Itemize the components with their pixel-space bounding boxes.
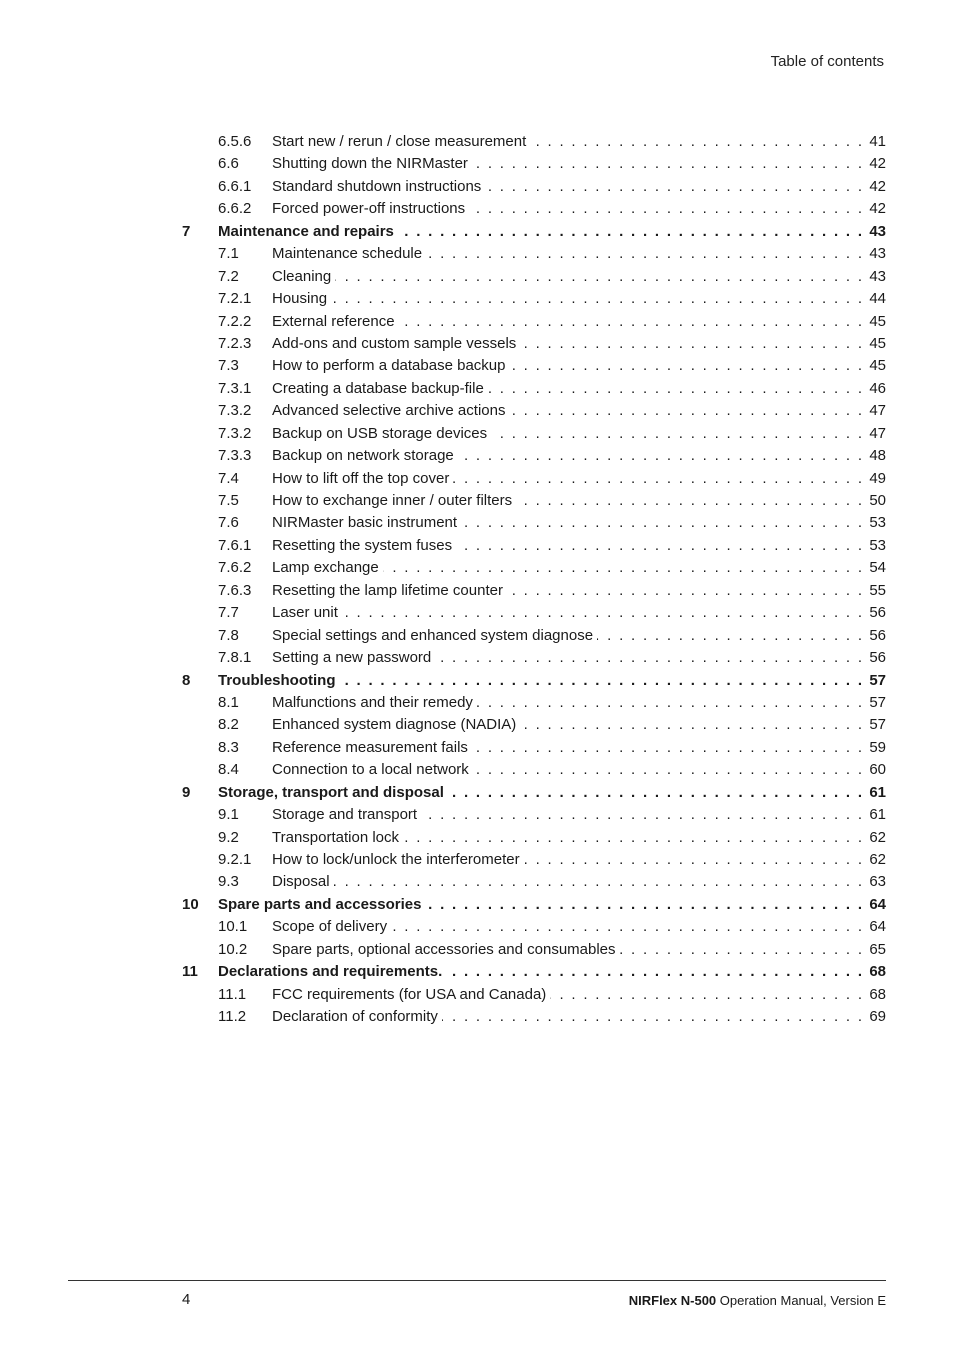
toc-dot-leader (399, 311, 862, 333)
toc-entry-number: 7.6.1 (218, 536, 252, 554)
toc-entry-title: Backup on network storage (272, 447, 454, 465)
toc-dot-leader (442, 1006, 862, 1028)
toc-entry-body (272, 512, 886, 534)
toc-entry-title: Spare parts, optional accessories and consumables (272, 940, 616, 958)
toc-section-entry[interactable] (182, 378, 886, 400)
toc-entry-title: Forced power-off instructions (272, 200, 466, 218)
toc-dot-leader (550, 984, 862, 1006)
toc-entry-page: 61 (869, 806, 886, 824)
toc-entry-number: 8.3 (218, 738, 239, 756)
running-header-title: Table of contents (770, 53, 884, 70)
toc-section-entry[interactable] (182, 557, 886, 579)
toc-entry-number: 7.3.2 (218, 402, 252, 420)
toc-entry-title: Lamp exchange (272, 559, 379, 577)
toc-entry-number: 7.6.3 (218, 581, 252, 599)
toc-entry-number: 7.6 (218, 514, 239, 532)
toc-dot-leader (491, 423, 862, 445)
toc-entry-body (272, 916, 886, 938)
toc-section-entry[interactable] (182, 243, 886, 265)
toc-section-entry[interactable] (182, 355, 886, 377)
toc-entry-body (272, 131, 886, 153)
toc-entry-title: Laser unit (272, 604, 338, 622)
toc-dot-leader (331, 288, 862, 310)
toc-dot-leader (472, 153, 862, 175)
toc-entry-page: 64 (869, 918, 886, 936)
toc-dot-leader (620, 939, 862, 961)
toc-entry-number: 8 (182, 671, 191, 689)
toc-entry-number: 7 (182, 222, 191, 240)
toc-entry-body (272, 243, 886, 265)
toc-entry-title: Shutting down the NIRMaster (272, 155, 468, 173)
toc-entry-number: 10.1 (218, 918, 248, 936)
toc-section-entry[interactable] (182, 602, 886, 624)
toc-entry-number: 9.1 (218, 806, 239, 824)
toc-section-entry[interactable] (182, 423, 886, 445)
toc-entry-title: Creating a database backup-file (272, 379, 484, 397)
toc-entry-number: 9 (182, 783, 191, 801)
toc-entry-page: 47 (869, 402, 886, 420)
toc-section-entry[interactable] (182, 759, 886, 781)
toc-entry-title: Storage and transport (272, 806, 418, 824)
toc-section-entry[interactable] (182, 468, 886, 490)
toc-entry-page: 55 (869, 581, 886, 599)
toc-entry-body (272, 737, 886, 759)
toc-entry-number: 7.2 (218, 267, 239, 285)
toc-entry-body (272, 311, 886, 333)
toc-entry-page: 60 (869, 761, 886, 779)
toc-entry-page: 62 (869, 828, 886, 846)
toc-entry-title: Enhanced system diagnose (NADIA) (272, 716, 517, 734)
toc-entry-page: 68 (869, 963, 886, 981)
toc-entry-title: Maintenance and repairs (218, 222, 394, 240)
toc-entry-page: 47 (869, 424, 886, 442)
toc-entry-body (272, 468, 886, 490)
toc-entry-body (272, 153, 886, 175)
toc-entry-body (218, 670, 886, 692)
toc-entry-number: 7.3.3 (218, 447, 252, 465)
toc-entry-body (272, 759, 886, 781)
toc-section-entry[interactable] (182, 871, 886, 893)
toc-dot-leader (383, 557, 862, 579)
toc-entry-body (272, 714, 886, 736)
toc-entry-number: 6.6.1 (218, 177, 252, 195)
toc-entry-title: Special settings and enhanced system diagnose (272, 626, 594, 644)
toc-dot-leader (520, 333, 862, 355)
toc-entry-number: 7.6.2 (218, 559, 252, 577)
toc-entry-title: Resetting the lamp lifetime counter (272, 581, 503, 599)
toc-chapter-entry[interactable] (182, 894, 886, 916)
toc-entry-number: 6.5.6 (218, 133, 252, 150)
toc-section-entry[interactable] (182, 266, 886, 288)
toc-entry-page: 42 (869, 155, 886, 173)
toc-section-entry[interactable] (182, 804, 886, 826)
toc-entry-title: Declarations and requirements. (218, 963, 443, 981)
toc-section-entry[interactable] (182, 625, 886, 647)
toc-entry-title: Disposal (272, 873, 330, 891)
toc-entry-page: 48 (869, 447, 886, 465)
toc-dot-leader (425, 894, 862, 916)
toc-dot-leader (391, 916, 862, 938)
toc-entry-body (272, 333, 886, 355)
toc-entry-page: 43 (869, 222, 886, 240)
toc-entry-page: 42 (869, 200, 886, 218)
toc-entry-number: 7.2.2 (218, 312, 252, 330)
toc-entry-title: Spare parts and accessories (218, 895, 422, 913)
toc-entry-body (272, 984, 886, 1006)
toc-dot-leader (524, 849, 862, 871)
toc-entry-number: 8.2 (218, 716, 239, 734)
toc-entry-page: 43 (869, 267, 886, 285)
toc-entry-page: 50 (869, 492, 886, 509)
toc-entry-title: Advanced selective archive actions (272, 402, 506, 420)
toc-entry-number: 10.2 (218, 940, 248, 958)
toc-section-entry[interactable] (182, 939, 886, 961)
toc-entry-page: 63 (869, 873, 886, 891)
toc-entry-page: 45 (869, 312, 886, 330)
toc-entry-body (272, 535, 886, 557)
toc-entry-number: 9.2.1 (218, 851, 252, 868)
toc-entry-body (272, 423, 886, 445)
toc-section-entry[interactable] (182, 445, 886, 467)
toc-dot-leader (340, 670, 863, 692)
toc-dot-leader (509, 355, 862, 377)
toc-section-entry[interactable] (182, 400, 886, 422)
toc-chapter-entry[interactable] (182, 221, 886, 243)
toc-section-entry[interactable] (182, 647, 886, 669)
toc-entry-title: Maintenance schedule (272, 245, 423, 263)
toc-entry-body (272, 602, 886, 624)
toc-dot-leader (530, 131, 862, 153)
toc-entry-body (218, 961, 886, 983)
toc-entry-page: 45 (869, 357, 886, 375)
toc-section-entry[interactable] (182, 311, 886, 333)
toc-entry-page: 53 (869, 536, 886, 554)
toc-section-entry[interactable] (182, 714, 886, 736)
footer-document-info (629, 1293, 886, 1308)
toc-dot-leader (453, 468, 862, 490)
toc-entry-body (272, 1006, 886, 1028)
toc-dot-leader (469, 198, 862, 220)
toc-dot-leader (334, 871, 862, 893)
toc-section-entry[interactable] (182, 288, 886, 310)
toc-entry-body (272, 827, 886, 849)
toc-entry-title: External reference (272, 312, 395, 330)
toc-entry-number: 7.4 (218, 469, 239, 487)
toc-entry-title: Backup on USB storage devices (272, 424, 488, 442)
toc-entry-body (272, 355, 886, 377)
toc-section-entry[interactable] (182, 827, 886, 849)
toc-entry-body (272, 288, 886, 310)
toc-entry-page: 56 (869, 626, 886, 644)
toc-entry-title: Connection to a local network (272, 761, 469, 779)
toc-entry-body (272, 939, 886, 961)
toc-entry-body (272, 871, 886, 893)
toc-section-entry[interactable] (182, 198, 886, 220)
toc-dot-leader (446, 961, 862, 983)
toc-entry-page: 49 (869, 469, 886, 487)
toc-entry-number: 6.6 (218, 155, 239, 173)
toc-entry-title: Troubleshooting (218, 671, 336, 689)
toc-section-entry[interactable] (182, 535, 886, 557)
toc-dot-leader (335, 266, 862, 288)
toc-dot-leader (342, 602, 862, 624)
toc-entry-page: 57 (869, 716, 886, 734)
toc-entry-page: 43 (869, 245, 886, 263)
toc-entry-number: 7.3 (218, 357, 239, 375)
toc-dot-leader (473, 759, 862, 781)
toc-dot-leader (398, 221, 862, 243)
toc-entry-body (272, 266, 886, 288)
toc-dot-leader (458, 445, 862, 467)
toc-section-entry[interactable] (182, 176, 886, 198)
toc-dot-leader (477, 692, 862, 714)
toc-entry-page: 64 (869, 895, 886, 913)
toc-entry-number: 11.2 (218, 1008, 247, 1026)
footer-divider (68, 1280, 886, 1281)
toc-entry-page: 68 (869, 985, 886, 1003)
toc-section-entry[interactable] (182, 737, 886, 759)
toc-entry-page: 69 (869, 1008, 886, 1026)
toc-dot-leader (461, 512, 862, 534)
toc-entry-page: 42 (869, 177, 886, 195)
toc-entry-title: NIRMaster basic instrument (272, 514, 458, 532)
toc-entry-title: Scope of delivery (272, 918, 388, 936)
toc-entry-title: Add-ons and custom sample vessels (272, 334, 517, 352)
toc-entry-body (272, 378, 886, 400)
toc-section-entry[interactable] (182, 692, 886, 714)
toc-entry-title: How to exchange inner / outer filters (272, 492, 513, 509)
toc-entry-number: 11.1 (218, 985, 247, 1003)
toc-entry-page: 45 (869, 334, 886, 352)
toc-entry-body (272, 445, 886, 467)
toc-entry-title: Declaration of conformity (272, 1008, 438, 1026)
toc-entry-page: 59 (869, 738, 886, 756)
toc-section-entry[interactable] (182, 1006, 886, 1028)
toc-entry-number: 8.1 (218, 693, 239, 711)
toc-entry-page: 62 (869, 851, 886, 868)
toc-entry-body (218, 782, 886, 804)
toc-entry-body (272, 692, 886, 714)
toc-dot-leader (520, 714, 862, 736)
toc-section-entry[interactable] (182, 916, 886, 938)
toc-entry-body (272, 849, 886, 871)
toc-entry-title: Setting a new password (272, 649, 432, 667)
toc-entry-body (272, 198, 886, 220)
toc-entry-body (272, 176, 886, 198)
toc-entry-title: How to lock/unlock the interferometer (272, 851, 520, 868)
toc-entry-body (272, 647, 886, 669)
toc-entry-number: 7.3.1 (218, 379, 252, 397)
toc-section-entry[interactable] (182, 131, 886, 153)
toc-dot-leader (435, 647, 862, 669)
toc-entry-page: 57 (869, 671, 886, 689)
toc-entry-body (218, 221, 886, 243)
toc-section-entry[interactable] (182, 984, 886, 1006)
toc-entry-page: 61 (869, 783, 886, 801)
toc-chapter-entry[interactable] (182, 782, 886, 804)
toc-entry-number: 7.8.1 (218, 649, 252, 667)
toc-entry-title: Reference measurement fails (272, 738, 468, 756)
toc-entry-number: 11 (182, 963, 198, 981)
toc-entry-number: 7.2.1 (218, 290, 252, 308)
toc-entry-body (272, 804, 886, 826)
toc-entry-page: 57 (869, 693, 886, 711)
toc-dot-leader (448, 782, 862, 804)
toc-entry-number: 9.2 (218, 828, 239, 846)
toc-section-entry[interactable] (182, 153, 886, 175)
toc-entry-body (272, 557, 886, 579)
toc-entry-body (272, 490, 886, 512)
toc-entry-body (272, 625, 886, 647)
toc-dot-leader (597, 625, 862, 647)
toc-entry-body (272, 580, 886, 602)
toc-entry-page: 65 (869, 940, 886, 958)
toc-entry-title: Transportation lock (272, 828, 400, 846)
toc-dot-leader (456, 535, 862, 557)
toc-entry-page: 56 (869, 649, 886, 667)
toc-section-entry[interactable] (182, 490, 886, 512)
toc-dot-leader (509, 400, 862, 422)
toc-entry-page: 53 (869, 514, 886, 532)
toc-entry-page: 44 (869, 290, 886, 308)
toc-entry-title: Resetting the system fuses (272, 536, 453, 554)
toc-section-entry[interactable] (182, 333, 886, 355)
toc-section-entry[interactable] (182, 849, 886, 871)
toc-entry-page: 46 (869, 379, 886, 397)
toc-dot-leader (507, 580, 862, 602)
toc-entry-title: FCC requirements (for USA and Canada) (272, 985, 547, 1003)
toc-chapter-entry[interactable] (182, 670, 886, 692)
footer-product-name: NIRFlex N-500 (628, 1293, 717, 1308)
toc-entry-number: 7.5 (218, 492, 239, 509)
toc-entry-number: 10 (182, 895, 199, 913)
footer-page-number: 4 (182, 1291, 191, 1308)
toc-entry-title: How to perform a database backup (272, 357, 506, 375)
toc-entry-number: 6.6.2 (218, 200, 252, 218)
toc-entry-body (218, 894, 886, 916)
toc-entry-title: Start new / rerun / close measurement (272, 133, 527, 150)
toc-entry-number: 7.2.3 (218, 334, 252, 352)
table-of-contents (182, 131, 886, 1029)
toc-entry-title: Standard shutdown instructions (272, 177, 482, 195)
toc-chapter-entry[interactable] (182, 961, 886, 983)
toc-entry-title: How to lift off the top cover (272, 469, 450, 487)
toc-dot-leader (421, 804, 862, 826)
toc-entry-page: 54 (869, 559, 886, 577)
toc-entry-title: Storage, transport and disposal (218, 783, 444, 801)
toc-section-entry[interactable] (182, 512, 886, 534)
toc-dot-leader (472, 737, 862, 759)
toc-entry-title: Housing (272, 290, 328, 308)
toc-section-entry[interactable] (182, 580, 886, 602)
toc-entry-number: 7.3.2 (218, 424, 252, 442)
toc-entry-number: 7.7 (218, 604, 239, 622)
toc-dot-leader (516, 490, 862, 512)
toc-dot-leader (426, 243, 862, 265)
toc-dot-leader (488, 378, 862, 400)
toc-entry-title: Malfunctions and their remedy (272, 693, 473, 711)
toc-entry-page: 41 (869, 133, 886, 150)
toc-dot-leader (485, 176, 862, 198)
toc-entry-number: 8.4 (218, 761, 239, 779)
toc-entry-number: 7.1 (218, 245, 239, 263)
toc-entry-number: 7.8 (218, 626, 239, 644)
toc-entry-number: 9.3 (218, 873, 239, 891)
toc-entry-page: 56 (869, 604, 886, 622)
footer-document-name: Operation Manual, Version E (719, 1293, 886, 1308)
toc-entry-body (272, 400, 886, 422)
toc-entry-title: Cleaning (272, 267, 332, 285)
toc-dot-leader (403, 827, 862, 849)
